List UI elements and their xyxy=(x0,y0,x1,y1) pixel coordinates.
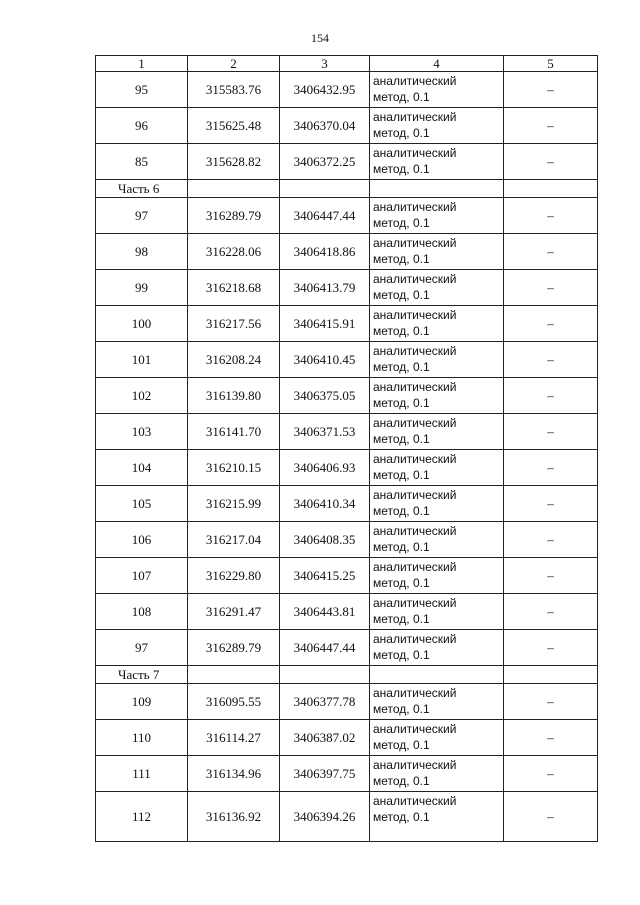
section-row xyxy=(96,666,598,684)
method-cell xyxy=(370,72,504,108)
point-number-cell: 96 xyxy=(96,108,188,144)
table-row xyxy=(96,450,598,486)
value-cell: – xyxy=(504,684,598,720)
table-row xyxy=(96,684,598,720)
header-cell-3: 3 xyxy=(280,56,370,72)
method-cell xyxy=(370,720,504,756)
method-text: метод, 0.1 xyxy=(373,468,430,482)
method-cell xyxy=(370,270,504,306)
header-cell-1: 1 xyxy=(96,56,188,72)
value-cell: – xyxy=(504,720,598,756)
y-coordinate-cell: 3406410.34 xyxy=(280,486,370,522)
table-row xyxy=(96,630,598,666)
section-label: Часть 6 xyxy=(96,180,188,198)
method-text: метод, 0.1 xyxy=(373,774,430,788)
point-number-cell: 102 xyxy=(96,378,188,414)
y-coordinate-cell: 3406415.91 xyxy=(280,306,370,342)
method-text: метод, 0.1 xyxy=(373,432,430,446)
method-text: метод, 0.1 xyxy=(373,810,430,824)
value-cell: – xyxy=(504,594,598,630)
table-row xyxy=(96,558,598,594)
value-cell: – xyxy=(504,306,598,342)
header-cell-5: 5 xyxy=(504,56,598,72)
section-empty-cell xyxy=(280,666,370,684)
point-number-cell: 98 xyxy=(96,234,188,270)
method-text: аналитический xyxy=(373,272,457,286)
value-cell: – xyxy=(504,72,598,108)
y-coordinate-cell: 3406447.44 xyxy=(280,198,370,234)
table-row xyxy=(96,486,598,522)
value-cell: – xyxy=(504,342,598,378)
method-cell xyxy=(370,198,504,234)
y-coordinate-cell: 3406371.53 xyxy=(280,414,370,450)
point-number-cell: 103 xyxy=(96,414,188,450)
x-coordinate-cell: 316217.56 xyxy=(188,306,280,342)
method-cell xyxy=(370,756,504,792)
method-cell xyxy=(370,306,504,342)
method-text: аналитический xyxy=(373,560,457,574)
table-row xyxy=(96,270,598,306)
method-text: аналитический xyxy=(373,146,457,160)
method-text: аналитический xyxy=(373,632,457,646)
x-coordinate-cell: 316139.80 xyxy=(188,378,280,414)
x-coordinate-cell: 316208.24 xyxy=(188,342,280,378)
method-cell xyxy=(370,558,504,594)
method-text: метод, 0.1 xyxy=(373,702,430,716)
value-cell: – xyxy=(504,522,598,558)
method-cell xyxy=(370,522,504,558)
y-coordinate-cell: 3406370.04 xyxy=(280,108,370,144)
method-cell xyxy=(370,414,504,450)
method-text: аналитический xyxy=(373,794,457,808)
method-text: аналитический xyxy=(373,74,457,88)
method-cell xyxy=(370,144,504,180)
section-label: Часть 7 xyxy=(96,666,188,684)
point-number-cell: 95 xyxy=(96,72,188,108)
point-number-cell: 111 xyxy=(96,756,188,792)
x-coordinate-cell: 315625.48 xyxy=(188,108,280,144)
section-empty-cell xyxy=(188,180,280,198)
page-number: 154 xyxy=(311,31,329,45)
method-text: аналитический xyxy=(373,110,457,124)
table-row xyxy=(96,594,598,630)
value-cell: – xyxy=(504,792,598,842)
y-coordinate-cell: 3406406.93 xyxy=(280,450,370,486)
value-cell: – xyxy=(504,270,598,306)
method-text: метод, 0.1 xyxy=(373,162,430,176)
point-number-cell: 99 xyxy=(96,270,188,306)
header-cell-4: 4 xyxy=(370,56,504,72)
x-coordinate-cell: 316289.79 xyxy=(188,198,280,234)
method-text: аналитический xyxy=(373,758,457,772)
value-cell: – xyxy=(504,486,598,522)
x-coordinate-cell: 316136.92 xyxy=(188,792,280,842)
y-coordinate-cell: 3406397.75 xyxy=(280,756,370,792)
y-coordinate-cell: 3406443.81 xyxy=(280,594,370,630)
table-row xyxy=(96,414,598,450)
method-cell xyxy=(370,630,504,666)
method-text: аналитический xyxy=(373,452,457,466)
method-text: метод, 0.1 xyxy=(373,738,430,752)
table-body xyxy=(96,72,598,842)
section-empty-cell xyxy=(504,180,598,198)
method-text: метод, 0.1 xyxy=(373,252,430,266)
method-text: аналитический xyxy=(373,524,457,538)
header-row xyxy=(96,56,598,72)
x-coordinate-cell: 316217.04 xyxy=(188,522,280,558)
table-row xyxy=(96,108,598,144)
table-row xyxy=(96,378,598,414)
section-empty-cell xyxy=(370,666,504,684)
y-coordinate-cell: 3406418.86 xyxy=(280,234,370,270)
section-row xyxy=(96,180,598,198)
method-cell xyxy=(370,234,504,270)
table-row xyxy=(96,306,598,342)
header-cell-2: 2 xyxy=(188,56,280,72)
y-coordinate-cell: 3406408.35 xyxy=(280,522,370,558)
table-row xyxy=(96,198,598,234)
point-number-cell: 107 xyxy=(96,558,188,594)
method-text: аналитический xyxy=(373,488,457,502)
method-text: метод, 0.1 xyxy=(373,648,430,662)
method-text: аналитический xyxy=(373,686,457,700)
x-coordinate-cell: 316229.80 xyxy=(188,558,280,594)
value-cell: – xyxy=(504,378,598,414)
x-coordinate-cell: 316218.68 xyxy=(188,270,280,306)
section-empty-cell xyxy=(280,180,370,198)
point-number-cell: 100 xyxy=(96,306,188,342)
method-text: метод, 0.1 xyxy=(373,126,430,140)
method-text: метод, 0.1 xyxy=(373,360,430,374)
value-cell: – xyxy=(504,234,598,270)
x-coordinate-cell: 316210.15 xyxy=(188,450,280,486)
x-coordinate-cell: 316228.06 xyxy=(188,234,280,270)
method-text: аналитический xyxy=(373,722,457,736)
method-text: метод, 0.1 xyxy=(373,576,430,590)
y-coordinate-cell: 3406410.45 xyxy=(280,342,370,378)
point-number-cell: 108 xyxy=(96,594,188,630)
coordinates-table xyxy=(95,55,598,842)
value-cell: – xyxy=(504,414,598,450)
y-coordinate-cell: 3406415.25 xyxy=(280,558,370,594)
value-cell: – xyxy=(504,630,598,666)
method-text: метод, 0.1 xyxy=(373,396,430,410)
point-number-cell: 97 xyxy=(96,630,188,666)
value-cell: – xyxy=(504,756,598,792)
method-cell xyxy=(370,792,504,842)
point-number-cell: 104 xyxy=(96,450,188,486)
method-text: аналитический xyxy=(373,380,457,394)
x-coordinate-cell: 316141.70 xyxy=(188,414,280,450)
method-text: аналитический xyxy=(373,416,457,430)
table-row xyxy=(96,234,598,270)
method-text: аналитический xyxy=(373,344,457,358)
point-number-cell: 85 xyxy=(96,144,188,180)
table-row xyxy=(96,522,598,558)
method-text: метод, 0.1 xyxy=(373,540,430,554)
x-coordinate-cell: 316289.79 xyxy=(188,630,280,666)
x-coordinate-cell: 316215.99 xyxy=(188,486,280,522)
method-text: аналитический xyxy=(373,236,457,250)
x-coordinate-cell: 316291.47 xyxy=(188,594,280,630)
y-coordinate-cell: 3406394.26 xyxy=(280,792,370,842)
point-number-cell: 106 xyxy=(96,522,188,558)
table-row xyxy=(96,756,598,792)
y-coordinate-cell: 3406447.44 xyxy=(280,630,370,666)
point-number-cell: 110 xyxy=(96,720,188,756)
table-row xyxy=(96,720,598,756)
method-text: аналитический xyxy=(373,200,457,214)
x-coordinate-cell: 315628.82 xyxy=(188,144,280,180)
value-cell: – xyxy=(504,144,598,180)
y-coordinate-cell: 3406432.95 xyxy=(280,72,370,108)
x-coordinate-cell: 316114.27 xyxy=(188,720,280,756)
method-cell xyxy=(370,486,504,522)
section-empty-cell xyxy=(188,666,280,684)
value-cell: – xyxy=(504,108,598,144)
method-text: аналитический xyxy=(373,596,457,610)
x-coordinate-cell: 316095.55 xyxy=(188,684,280,720)
method-cell xyxy=(370,450,504,486)
x-coordinate-cell: 315583.76 xyxy=(188,72,280,108)
method-text: метод, 0.1 xyxy=(373,324,430,338)
value-cell: – xyxy=(504,558,598,594)
point-number-cell: 112 xyxy=(96,792,188,842)
table-header xyxy=(96,56,598,72)
value-cell: – xyxy=(504,450,598,486)
y-coordinate-cell: 3406372.25 xyxy=(280,144,370,180)
table-row xyxy=(96,342,598,378)
method-text: метод, 0.1 xyxy=(373,90,430,104)
method-cell xyxy=(370,684,504,720)
method-text: метод, 0.1 xyxy=(373,504,430,518)
method-cell xyxy=(370,378,504,414)
method-text: метод, 0.1 xyxy=(373,216,430,230)
method-cell xyxy=(370,594,504,630)
section-empty-cell xyxy=(370,180,504,198)
y-coordinate-cell: 3406377.78 xyxy=(280,684,370,720)
section-empty-cell xyxy=(504,666,598,684)
point-number-cell: 101 xyxy=(96,342,188,378)
point-number-cell: 97 xyxy=(96,198,188,234)
y-coordinate-cell: 3406387.02 xyxy=(280,720,370,756)
y-coordinate-cell: 3406375.05 xyxy=(280,378,370,414)
point-number-cell: 109 xyxy=(96,684,188,720)
method-cell xyxy=(370,108,504,144)
method-text: аналитический xyxy=(373,308,457,322)
method-text: метод, 0.1 xyxy=(373,612,430,626)
point-number-cell: 105 xyxy=(96,486,188,522)
x-coordinate-cell: 316134.96 xyxy=(188,756,280,792)
table-row xyxy=(96,144,598,180)
table-row xyxy=(96,792,598,842)
table-row xyxy=(96,72,598,108)
value-cell: – xyxy=(504,198,598,234)
y-coordinate-cell: 3406413.79 xyxy=(280,270,370,306)
method-cell xyxy=(370,342,504,378)
method-text: метод, 0.1 xyxy=(373,288,430,302)
